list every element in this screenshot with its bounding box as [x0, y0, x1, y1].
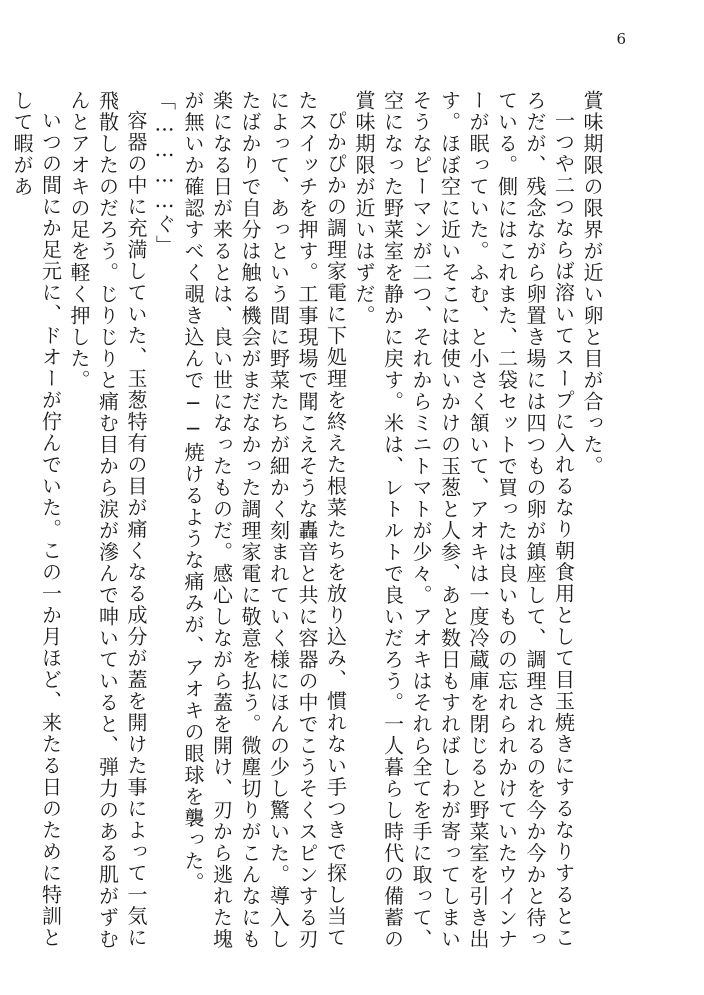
- paragraph-1: 賞味期限の限界が近い卵と目が合った。: [580, 90, 604, 477]
- paragraph-5: いつの間にか足元に、ドオーが佇んでいた。この一か月ほど、来たる日のために特訓として暇があ: [10, 90, 63, 949]
- paragraph-4: 容器の中に充満していた、玉葱特有の目が痛くなる成分が蓋を開けた事によって一気に飛散したのだろう。じりじりと痛む目から涙が滲んで呻いていると、弾力のある肌がずむんとアオキの足を軽く押した。: [67, 90, 148, 950]
- page-number: 6: [616, 30, 626, 48]
- paragraph-3: ぴかぴかの調理家電に下処理を終えた根菜たちを放り込み、慣れない手つきで探し当てたスイッチを押す。工事現場で聞こえそうな轟音と共に容器の中でこうそくスピンする刃によって、あっという間に野菜たちが細かく刻まれていく様にほんの少し驚いた。導入したばかりで自分は触る機会がまだなかった調理家電に敬意を払う。微塵切りがこんなにも楽になる日が来るとは、良い世になったものだ。感心しながら蓋を開け、刃から逃れた塊が無いか確認すべく覗き込んで──焼けるような痛みが、アオキの眼球を襲った。: [181, 90, 348, 950]
- dialogue-line: 「…………ぐ」: [152, 90, 177, 257]
- novel-text-block: [8, 90, 607, 950]
- paragraph-2: 一つや二つならば溶いてスープに入れるなり朝食用として目玉焼きにするなりするところだが、残念ながら卵置き場には四つもの卵が鎮座して、調理されるのを今か今かと待っている。側にはこれまた、二袋セットで買ったは良いものの忘れられかけていたウインナーが眠っていた。ふむ、と小さく頷いて、アオキは一度冷蔵庫を閉じると野菜室を引き出す。ほぼ空に近いそこには使いかけの玉葱と人参、あと数日もすればしわが寄ってしまいそうなピーマンが二つ、それからミニトマトが少々。アオキはそれら全てを手に取って、空になった野菜室を静かに戻す。米は、レトルトで良いだろう。一人暮らし時代の備蓄の賞味期限が近いはずだ。: [352, 90, 576, 950]
